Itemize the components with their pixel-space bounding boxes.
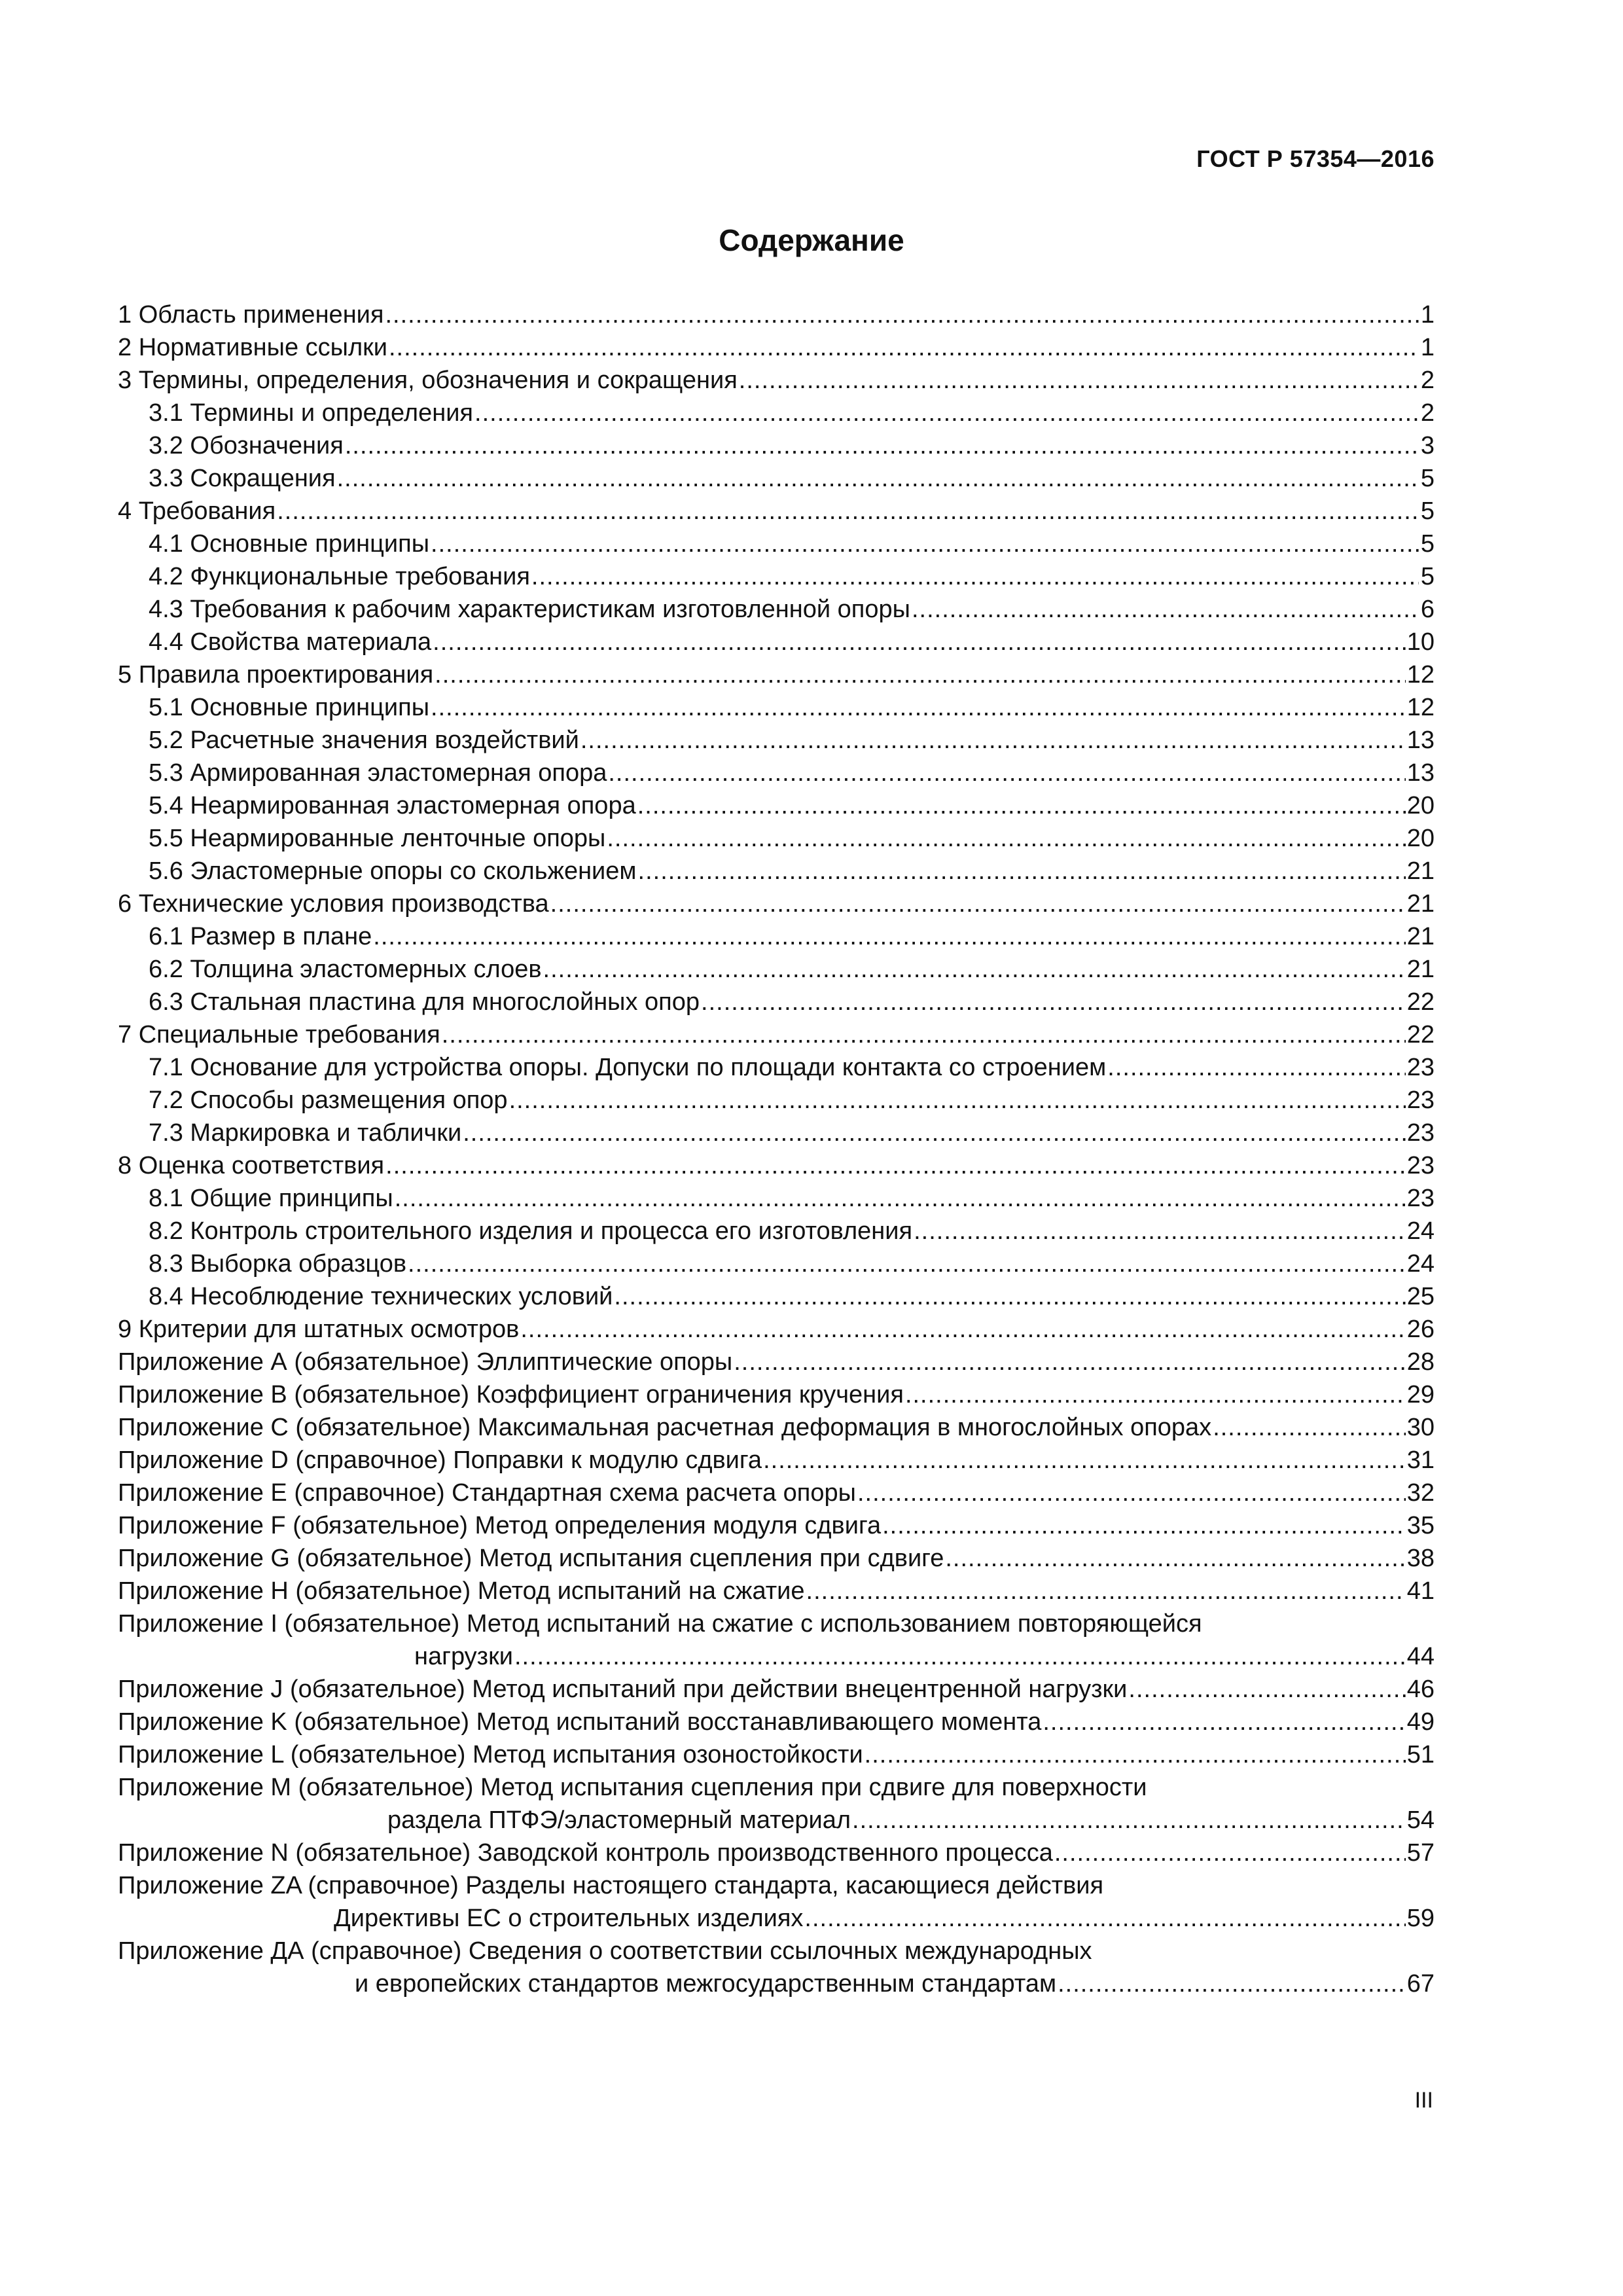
toc-entry-page-number: 23 [1406,1152,1435,1179]
toc-entry-page-number: 44 [1406,1643,1435,1670]
toc-entry[interactable] [118,855,1435,888]
toc-entry-label: 3.2 Обозначения [149,432,344,459]
toc-entry-page-number: 2 [1420,399,1435,427]
dot-leader [463,1117,1406,1149]
toc-entry-label: 9 Критерии для штатных осмотров [118,1316,520,1343]
toc-entry[interactable] [118,1346,1435,1378]
dot-leader [385,1149,1406,1182]
dot-leader [337,462,1419,495]
toc-entry-page-number: 23 [1406,1086,1435,1114]
dot-leader [1058,1967,1406,2000]
toc-entry-label: 6.3 Стальная пластина для многослойных опор [149,988,700,1016]
toc-entry-label: Приложение J (обязательное) Метод испытаний при действии внецентренной нагрузки [118,1676,1128,1703]
toc-entry-label: Приложение С (обязательное) Максимальная расчетная деформация в многослойных опорах [118,1414,1212,1441]
toc-entry-page-number: 25 [1406,1283,1435,1310]
toc-entry-heading[interactable]: Приложение ДА (справочное) Сведения о соответствии ссылочных международных [118,1937,1092,1965]
toc-entry-page-number: 22 [1406,1021,1435,1049]
toc-entry-label: 4.3 Требования к рабочим характеристикам изготовленной опоры [149,596,910,623]
dot-leader [514,1640,1406,1673]
toc-entry-label: 5.4 Неармированная эластомерная опора [149,792,636,819]
toc-entry-label: 8.2 Контроль строительного изделия и процесса его изготовления [149,1217,913,1245]
dot-leader [509,1084,1406,1117]
toc-entry-page-number: 12 [1406,661,1435,689]
toc-entry-page-number: 51 [1406,1741,1435,1768]
toc-entry-label: Приложение А (обязательное) Эллиптические опоры [118,1348,733,1376]
toc-entry-heading[interactable]: Приложение I (обязательное) Метод испытаний на сжатие с использованием повторяющейся [118,1610,1202,1638]
dot-leader [389,331,1419,364]
dot-leader [431,691,1406,724]
toc-entry-page-number: 5 [1420,563,1435,590]
toc-entry[interactable] [118,1967,1435,2000]
toc-entry-page-number: 21 [1406,857,1435,885]
toc-entry[interactable] [118,1706,1435,1738]
toc-entry-page-number: 41 [1406,1577,1435,1605]
toc-entry-page-number: 5 [1420,530,1435,558]
toc-entry-page-number: 67 [1406,1970,1435,1998]
toc-entry-label: 3.1 Термины и определения [149,399,474,427]
toc-entry-label: Приложение F (обязательное) Метод определения модуля сдвига [118,1512,882,1539]
toc-entry-label: 8 Оценка соответствия [118,1152,385,1179]
toc-entry-label: 5.3 Армированная эластомерная опора [149,759,607,787]
toc-entry-label: Приложение В (обязательное) Коэффициент ограничения кручения [118,1381,904,1408]
toc-entry[interactable] [118,1477,1435,1509]
toc-entry[interactable] [118,691,1435,724]
toc-entry[interactable] [118,364,1435,397]
dot-leader [1043,1706,1405,1738]
toc-entry[interactable] [118,1640,1435,1673]
toc-entry-page-number: 28 [1406,1348,1435,1376]
dot-leader [277,495,1419,528]
toc-entry[interactable] [118,1575,1435,1607]
dot-leader [520,1313,1405,1346]
toc-entry-page-number: 12 [1406,694,1435,721]
toc-entry-label: 1 Область применения [118,301,384,329]
dot-leader [852,1804,1406,1837]
toc-entry-page-number: 38 [1406,1545,1435,1572]
toc-entry[interactable] [118,724,1435,757]
toc-entry[interactable] [118,1411,1435,1444]
toc-entry-label: 5.2 Расчетные значения воздействий [149,726,579,754]
toc-entry-page-number: 29 [1406,1381,1435,1408]
toc-entry-label: 4.4 Свойства материала [149,628,432,656]
toc-entry[interactable] [118,920,1435,953]
toc-entry[interactable] [118,1837,1435,1869]
dot-leader [442,1018,1406,1051]
toc-entry[interactable] [118,1444,1435,1477]
toc-entry-page-number: 24 [1406,1250,1435,1278]
toc-entry[interactable] [118,789,1435,822]
dot-leader [550,888,1406,920]
toc-entry-label: Приложение K (обязательное) Метод испытаний восстанавливающего момента [118,1708,1042,1736]
dot-leader [734,1346,1405,1378]
toc-entry-label: 5 Правила проектирования [118,661,434,689]
toc-entry-label: 6.2 Толщина эластомерных слоев [149,956,542,983]
toc-entry[interactable] [118,1738,1435,1771]
toc-entry-page-number: 6 [1420,596,1435,623]
toc-entry-label: 3 Термины, определения, обозначения и сокращения [118,367,738,394]
toc-entry-page-number: 23 [1406,1119,1435,1147]
toc-entry[interactable] [118,1018,1435,1051]
toc-entry-page-number: 31 [1406,1446,1435,1474]
toc-entry[interactable] [118,1804,1435,1837]
dot-leader [385,298,1419,331]
dot-leader [614,1280,1405,1313]
toc-entry-label: 3.3 Сокращения [149,465,336,492]
toc-entry[interactable] [118,757,1435,789]
toc-entry-label: 7.2 Способы размещения опор [149,1086,508,1114]
toc-entry-label: Приложение G (обязательное) Метод испытания сцепления при сдвиге [118,1545,944,1572]
toc-entry-label: 8.1 Общие принципы [149,1185,393,1212]
toc-entry-page-number: 5 [1420,497,1435,525]
toc-entry-page-number: 5 [1420,465,1435,492]
toc-entry[interactable] [118,462,1435,495]
toc-entry-label: 2 Нормативные ссылки [118,334,387,361]
dot-leader [914,1215,1406,1247]
toc-entry-page-number: 20 [1406,825,1435,852]
dot-leader [637,789,1406,822]
toc-entry[interactable] [118,888,1435,920]
toc-entry[interactable] [118,1280,1435,1313]
dot-leader [763,1444,1406,1477]
toc-entry[interactable] [118,331,1435,364]
toc-entry-label: 5.1 Основные принципы [149,694,430,721]
toc-entry[interactable] [118,1509,1435,1542]
toc-entry-page-number: 20 [1406,792,1435,819]
toc-entry-page-number: 24 [1406,1217,1435,1245]
dot-leader [857,1477,1406,1509]
toc-entry-page-number: 3 [1420,432,1435,459]
toc-entry-label: Приложение Н (обязательное) Метод испытаний на сжатие [118,1577,805,1605]
dot-leader [408,1247,1406,1280]
dot-leader [1054,1837,1406,1869]
toc-entry[interactable] [118,1149,1435,1182]
toc-entry-page-number: 46 [1406,1676,1435,1703]
toc-entry-label: 7.1 Основание для устройства опоры. Допуски по площади контакта со строением [149,1054,1107,1081]
dot-leader [373,920,1405,953]
dot-leader [804,1902,1405,1935]
toc-entry[interactable] [118,495,1435,528]
dot-leader [474,397,1419,429]
toc-entry[interactable] [118,1182,1435,1215]
toc-entry-label: 4.1 Основные принципы [149,530,430,558]
toc-entry-page-number: 49 [1406,1708,1435,1736]
toc-entry[interactable] [118,528,1435,560]
toc-entry-page-number: 21 [1406,956,1435,983]
dot-leader [395,1182,1406,1215]
dot-leader [701,986,1406,1018]
dot-leader [806,1575,1406,1607]
document-code: ГОСТ Р 57354—2016 [1196,145,1435,172]
dot-leader [882,1509,1406,1542]
toc-entry-label: 7 Специальные требования [118,1021,440,1049]
toc-entry[interactable] [118,1902,1435,1935]
toc-entry[interactable] [118,1313,1435,1346]
toc-entry-page-number: 54 [1406,1806,1435,1834]
dot-leader [945,1542,1405,1575]
toc-entry[interactable] [118,658,1435,691]
toc-entry-label: 4.2 Функциональные требования [149,563,530,590]
toc-entry[interactable] [118,986,1435,1018]
toc-entry-label: и европейских стандартов межгосударственным стандартам [355,1970,1057,1998]
toc-entry-page-number: 1 [1420,334,1435,361]
dot-leader [638,855,1406,888]
toc-entry-label: Приложение Е (справочное) Стандартная схема расчета опоры [118,1479,856,1507]
dot-leader [1107,1051,1405,1084]
toc-entry-page-number: 59 [1406,1905,1435,1932]
dot-leader [1128,1673,1405,1706]
toc-entry-heading[interactable]: Приложение М (обязательное) Метод испытания сцепления при сдвиге для поверхности [118,1774,1147,1801]
toc-entry-page-number: 23 [1406,1185,1435,1212]
toc-entry-page-number: 32 [1406,1479,1435,1507]
toc-entry[interactable] [118,953,1435,986]
toc-entry-label: 8.3 Выборка образцов [149,1250,407,1278]
dot-leader [431,528,1419,560]
toc-entry-page-number: 21 [1406,923,1435,950]
toc-entry-page-number: 21 [1406,890,1435,918]
toc-entry-label: 6 Технические условия производства [118,890,549,918]
toc-entry[interactable] [118,1117,1435,1149]
toc-entry-label: 7.3 Маркировка и таблички [149,1119,462,1147]
toc-entry-label: 5.6 Эластомерные опоры со скольжением [149,857,637,885]
dot-leader [607,822,1405,855]
toc-entry[interactable] [118,1051,1435,1084]
toc-entry[interactable] [118,626,1435,658]
toc-entry-page-number: 35 [1406,1512,1435,1539]
toc-entry-label: 5.5 Неармированные ленточные опоры [149,825,606,852]
toc-entry-label: Приложение D (справочное) Поправки к модулю сдвига [118,1446,762,1474]
toc-entry-page-number: 22 [1406,988,1435,1016]
toc-entry[interactable] [118,397,1435,429]
dot-leader [905,1378,1406,1411]
toc-entry-page-number: 13 [1406,759,1435,787]
dot-leader [543,953,1406,986]
toc-title: Содержание [719,223,904,257]
toc-entry-page-number: 10 [1406,628,1435,656]
toc-entry-page-number: 23 [1406,1054,1435,1081]
table-of-contents [118,298,1435,2000]
toc-entry[interactable] [118,298,1435,331]
dot-leader [865,1738,1406,1771]
toc-entry[interactable] [118,1673,1435,1706]
toc-entry-label: 4 Требования [118,497,276,525]
toc-entry[interactable] [118,1542,1435,1575]
toc-entry-label: Приложение N (обязательное) Заводской контроль производственного процесса [118,1839,1053,1867]
dot-leader [608,757,1405,789]
dot-leader [1213,1411,1406,1444]
toc-entry-label: раздела ПТФЭ/эластомерный материал [387,1806,851,1834]
dot-leader [912,593,1419,626]
toc-entry-page-number: 13 [1406,726,1435,754]
toc-entry[interactable] [118,1378,1435,1411]
dot-leader [433,626,1406,658]
toc-entry-page-number: 2 [1420,367,1435,394]
toc-entry-page-number: 30 [1406,1414,1435,1441]
dot-leader [345,429,1419,462]
dot-leader [739,364,1419,397]
toc-entry-label: 6.1 Размер в плане [149,923,372,950]
toc-entry-page-number: 26 [1406,1316,1435,1343]
toc-entry-label: Директивы ЕС о строительных изделиях [334,1905,804,1932]
toc-entry-page-number: 57 [1406,1839,1435,1867]
dot-leader [435,658,1406,691]
toc-entry[interactable] [118,429,1435,462]
toc-entry[interactable] [118,1084,1435,1117]
toc-entry[interactable] [118,1247,1435,1280]
toc-entry-heading[interactable]: Приложение ZA (справочное) Разделы настоящего стандарта, касающиеся действия [118,1872,1104,1899]
toc-entry[interactable] [118,560,1435,593]
toc-entry[interactable] [118,1215,1435,1247]
toc-entry-label: нагрузки [414,1643,513,1670]
toc-entry-page-number: 1 [1420,301,1435,329]
toc-entry-label: Приложение L (обязательное) Метод испытания озоностойкости [118,1741,863,1768]
dot-leader [531,560,1419,593]
dot-leader [580,724,1406,757]
page-folio: III [1414,2088,1433,2113]
toc-entry-label: 8.4 Несоблюдение технических условий [149,1283,613,1310]
toc-entry[interactable] [118,822,1435,855]
toc-entry[interactable] [118,593,1435,626]
